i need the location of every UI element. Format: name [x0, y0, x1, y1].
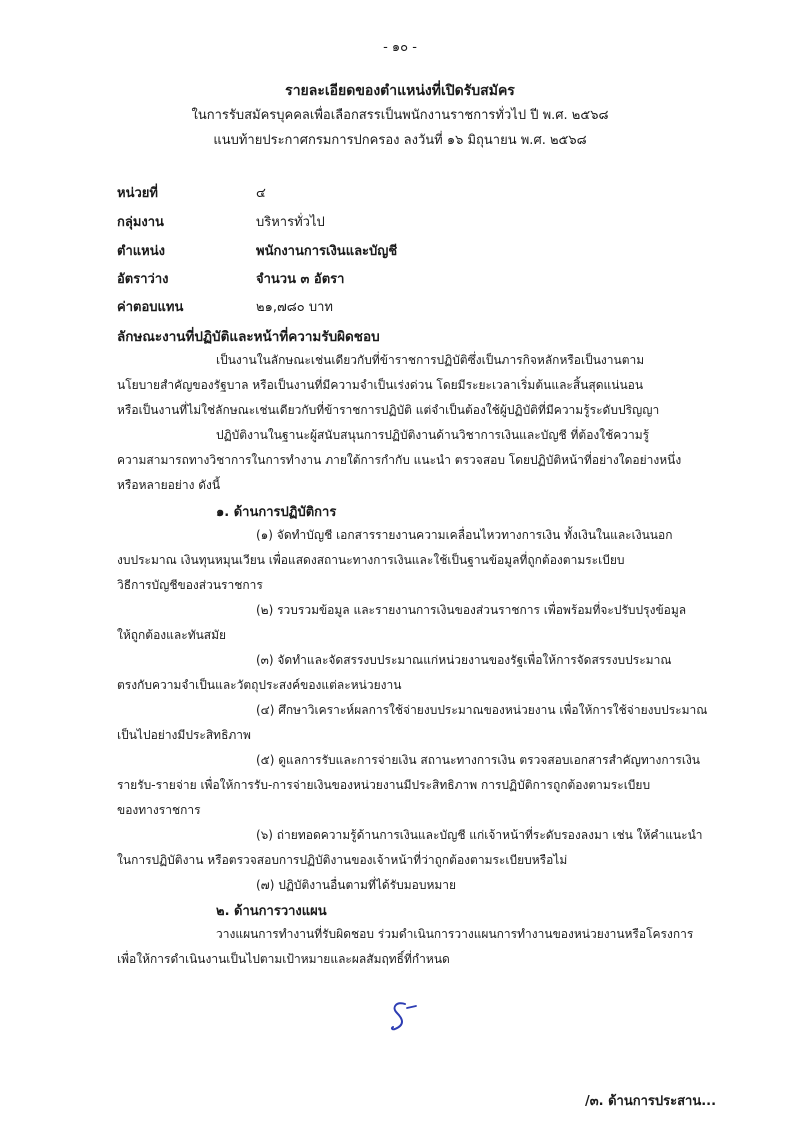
field-label-vacancies: อัตราว่าง [117, 272, 169, 287]
signature-stroke [392, 1003, 405, 1029]
field-value-group: บริหารทั่วไป [256, 215, 325, 230]
page-number: - ๑๐ - [383, 40, 417, 55]
field-label-unit: หน่วยที่ [117, 186, 158, 201]
field-label-salary: ค่าตอบแทน [117, 300, 184, 315]
field-value-unit: ๔ [256, 186, 266, 201]
list-item-3: (๓) จัดทำและจัดสรรงบประมาณแก่หน่วยงานของรัฐเพื่อให้การจัดสรรงบประมาณ [256, 653, 672, 667]
field-label-group: กลุ่มงาน [117, 215, 164, 230]
header-line-3: แนบท้ายประกาศกรมการปกครอง ลงวันที่ ๑๖ มิถุนายน พ.ศ. ๒๕๖๘ [213, 133, 587, 148]
initials-signature [383, 998, 423, 1034]
list-item-3-cont: ตรงกับความจำเป็นและวัตถุประสงค์ของแต่ละหน่วยงาน [117, 678, 402, 692]
subsection-heading-planning: ๒. ด้านการวางแผน [216, 904, 327, 919]
field-value-salary: ๒๑,๗๘๐ บาท [256, 300, 333, 315]
list-item-7: (๗) ปฏิบัติงานอื่นตามที่ได้รับมอบหมาย [256, 878, 457, 892]
list-item-5-cont: ของทางราชการ [117, 803, 201, 817]
section-heading: ลักษณะงานที่ปฏิบัติและหน้าที่ความรับผิดชอบ [117, 329, 380, 345]
field-value-vacancies: จำนวน ๓ อัตรา [256, 272, 345, 287]
list-item-5-cont: รายรับ-รายจ่าย เพื่อให้การรับ-การจ่ายเงินของหน่วยงานมีประสิทธิภาพ การปฏิบัติการถูกต้องตามระเบียบ [117, 778, 651, 792]
field-value-position: พนักงานการเงินและบัญชี [256, 244, 398, 259]
list-item-1-cont: งบประมาณ เงินทุนหมุนเวียน เพื่อแสดงสถานะทางการเงินและใช้เป็นฐานข้อมูลที่ถูกต้องตามระเบียบ [117, 553, 625, 567]
list-item-6: (๖) ถ่ายทอดความรู้ด้านการเงินและบัญชี แก่เจ้าหน้าที่ระดับรองลงมา เช่น ให้คำแนะนำ [256, 828, 703, 842]
subsection-heading-operations: ๑. ด้านการปฏิบัติการ [216, 505, 337, 520]
paragraph-line: วางแผนการทำงานที่รับผิดชอบ ร่วมดำเนินการวางแผนการทำงานของหน่วยงานหรือโครงการ [216, 927, 694, 941]
paragraph-line: นโยบายสำคัญของรัฐบาล หรือเป็นงานที่มีความจำเป็นเร่งด่วน โดยมีระยะเวลาเริ่มต้นและสิ้นสุดแน่นอน [117, 378, 644, 392]
list-item-6-cont: ในการปฏิบัติงาน หรือตรวจสอบการปฏิบัติงานของเจ้าหน้าที่ว่าถูกต้องตามระเบียบหรือไม่ [117, 853, 568, 867]
list-item-2: (๒) รวบรวมข้อมูล และรายงานการเงินของส่วนราชการ เพื่อพร้อมที่จะปรับปรุงข้อมูล [256, 603, 687, 617]
list-item-4-cont: เป็นไปอย่างมีประสิทธิภาพ [117, 728, 251, 742]
list-item-2-cont: ให้ถูกต้องและทันสมัย [117, 628, 227, 642]
list-item-1: (๑) จัดทำบัญชี เอกสารรายงานความเคลื่อนไหวทางการเงิน ทั้งเงินในและเงินนอก [256, 528, 673, 542]
document-title: รายละเอียดของตำแหน่งที่เปิดรับสมัคร [285, 83, 515, 99]
list-item-1-cont: วิธีการบัญชีของส่วนราชการ [117, 578, 263, 592]
field-label-position: ตำแหน่ง [117, 244, 165, 259]
paragraph-line: หรือหลายอย่าง ดังนี้ [117, 478, 221, 492]
paragraph-line: ความสามารถทางวิชาการในการทำงาน ภายใต้การกำกับ แนะนำ ตรวจสอบ โดยปฏิบัติหน้าที่อย่างใดอย่างหนึ่ง [117, 453, 682, 467]
paragraph-line: เป็นงานในลักษณะเช่นเดียวกับที่ข้าราชการปฏิบัติซึ่งเป็นภารกิจหลักหรือเป็นงานตาม [216, 353, 645, 367]
paragraph-line: เพื่อให้การดำเนินงานเป็นไปตามเป้าหมายและผลสัมฤทธิ์ที่กำหนด [117, 952, 450, 966]
list-item-5: (๕) ดูแลการรับและการจ่ายเงิน สถานะทางการเงิน ตรวจสอบเอกสารสำคัญทางการเงิน [256, 753, 700, 767]
paragraph-line: หรือเป็นงานที่ไม่ใช่ลักษณะเช่นเดียวกับที่ข้าราชการปฏิบัติ แต่จำเป็นต้องใช้ผู้ปฏิบัติที่มีความรู้ระดับปริญญา [117, 403, 660, 417]
signature-stroke [407, 1006, 416, 1008]
paragraph-line: ปฏิบัติงานในฐานะผู้สนับสนุนการปฏิบัติงานด้านวิชาการเงินและบัญชี ที่ต้องใช้ความรู้ [216, 428, 650, 442]
header-line-2: ในการรับสมัครบุคคลเพื่อเลือกสรรเป็นพนักงานราชการทั่วไป ปี พ.ศ. ๒๕๖๘ [191, 108, 609, 123]
list-item-4: (๔) ศึกษาวิเคราะห์ผลการใช้จ่ายงบประมาณของหน่วยงาน เพื่อให้การใช้จ่ายงบประมาณ [256, 703, 708, 717]
continuation-note: /๓. ด้านการประสาน... [585, 1094, 717, 1109]
